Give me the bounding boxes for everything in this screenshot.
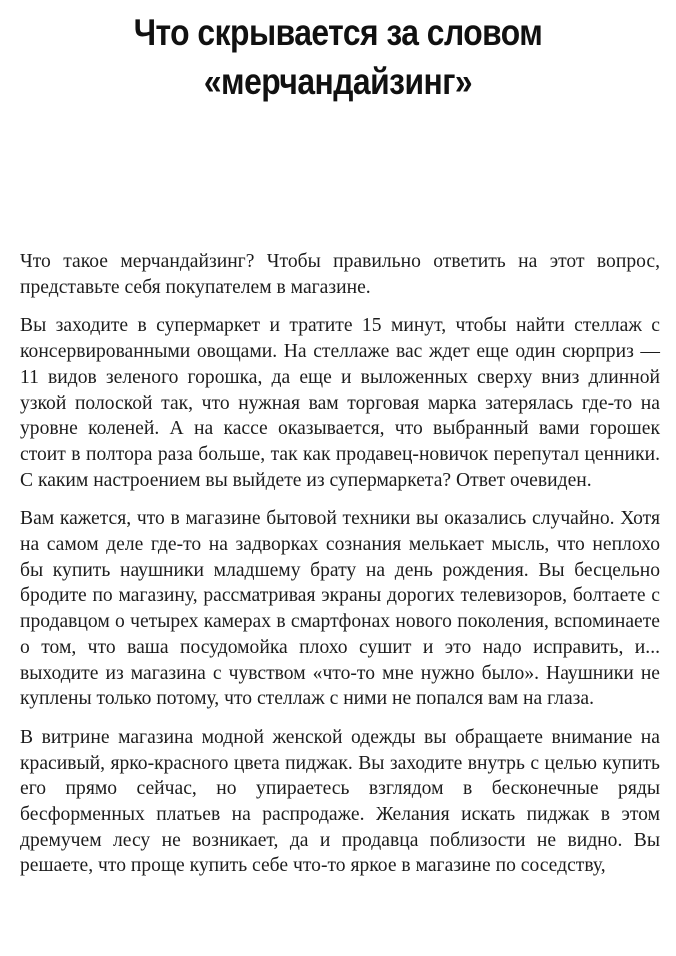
chapter-title: [99, 8, 577, 106]
chapter-title-line-1: Что скрывается за словом: [133, 12, 543, 53]
body-text: [20, 249, 660, 892]
paragraph-electronics-store: Вам кажется, что в магазине бытовой техники вы оказались случайно. Хотя на самом деле где-то на задворках сознания мелькает мысль, что неплохо бы купить наушники младшему брату на день рождения. Вы бесцельно бродите по магазину, рассматривая экраны дорогих телевизоров, болтаете с продавцом о четырех камерах в смартфонах нового поколения, вспоминаете о том, что ваша посудомойка плохо сушит и это надо исправить, и... выходите из магазина с чувством «что-то мне нужно было». Наушники не куплены только потому, что стеллаж с ними не попался вам на глаза.: [20, 508, 660, 710]
paragraph-clothing-store: В витрине магазина модной женской одежды вы обращаете внимание на красивый, ярко-красного цвета пиджак. Вы заходите внутрь с целью купить его прямо сейчас, но упираетесь взглядом в бесконечные ряды бесформенных платьев на распродаже. Желания искать пиджак в этом дремучем лесу не возникает, да и продавца поблизости не видно. Вы решаете, что проще купить себе что-то яркое в магазине по соседству,: [20, 726, 660, 877]
paragraph-supermarket: Вы заходите в супермаркет и тратите 15 минут, чтобы найти стеллаж с консервированными овощами. На стеллаже вас ждет еще один сюрприз — 11 видов зеленого горошка, да еще и выложенных сверху вниз длинной узкой полоской так, что нужная вам торговая марка затерялась где-то на уровне коленей. А на кассе оказывается, что выбранный вами горошек стоит в полтора раза больше, так как продавец-новичок перепутал ценники. С каким настроением вы выйдете из супермаркета? Ответ очевиден.: [20, 315, 660, 491]
chapter-title-line-2: «мерчандайзинг»: [203, 61, 473, 102]
paragraph-intro: Что такое мерчандайзинг? Чтобы правильно ответить на этот вопрос, представьте себя покупателем в магазине.: [20, 251, 660, 298]
